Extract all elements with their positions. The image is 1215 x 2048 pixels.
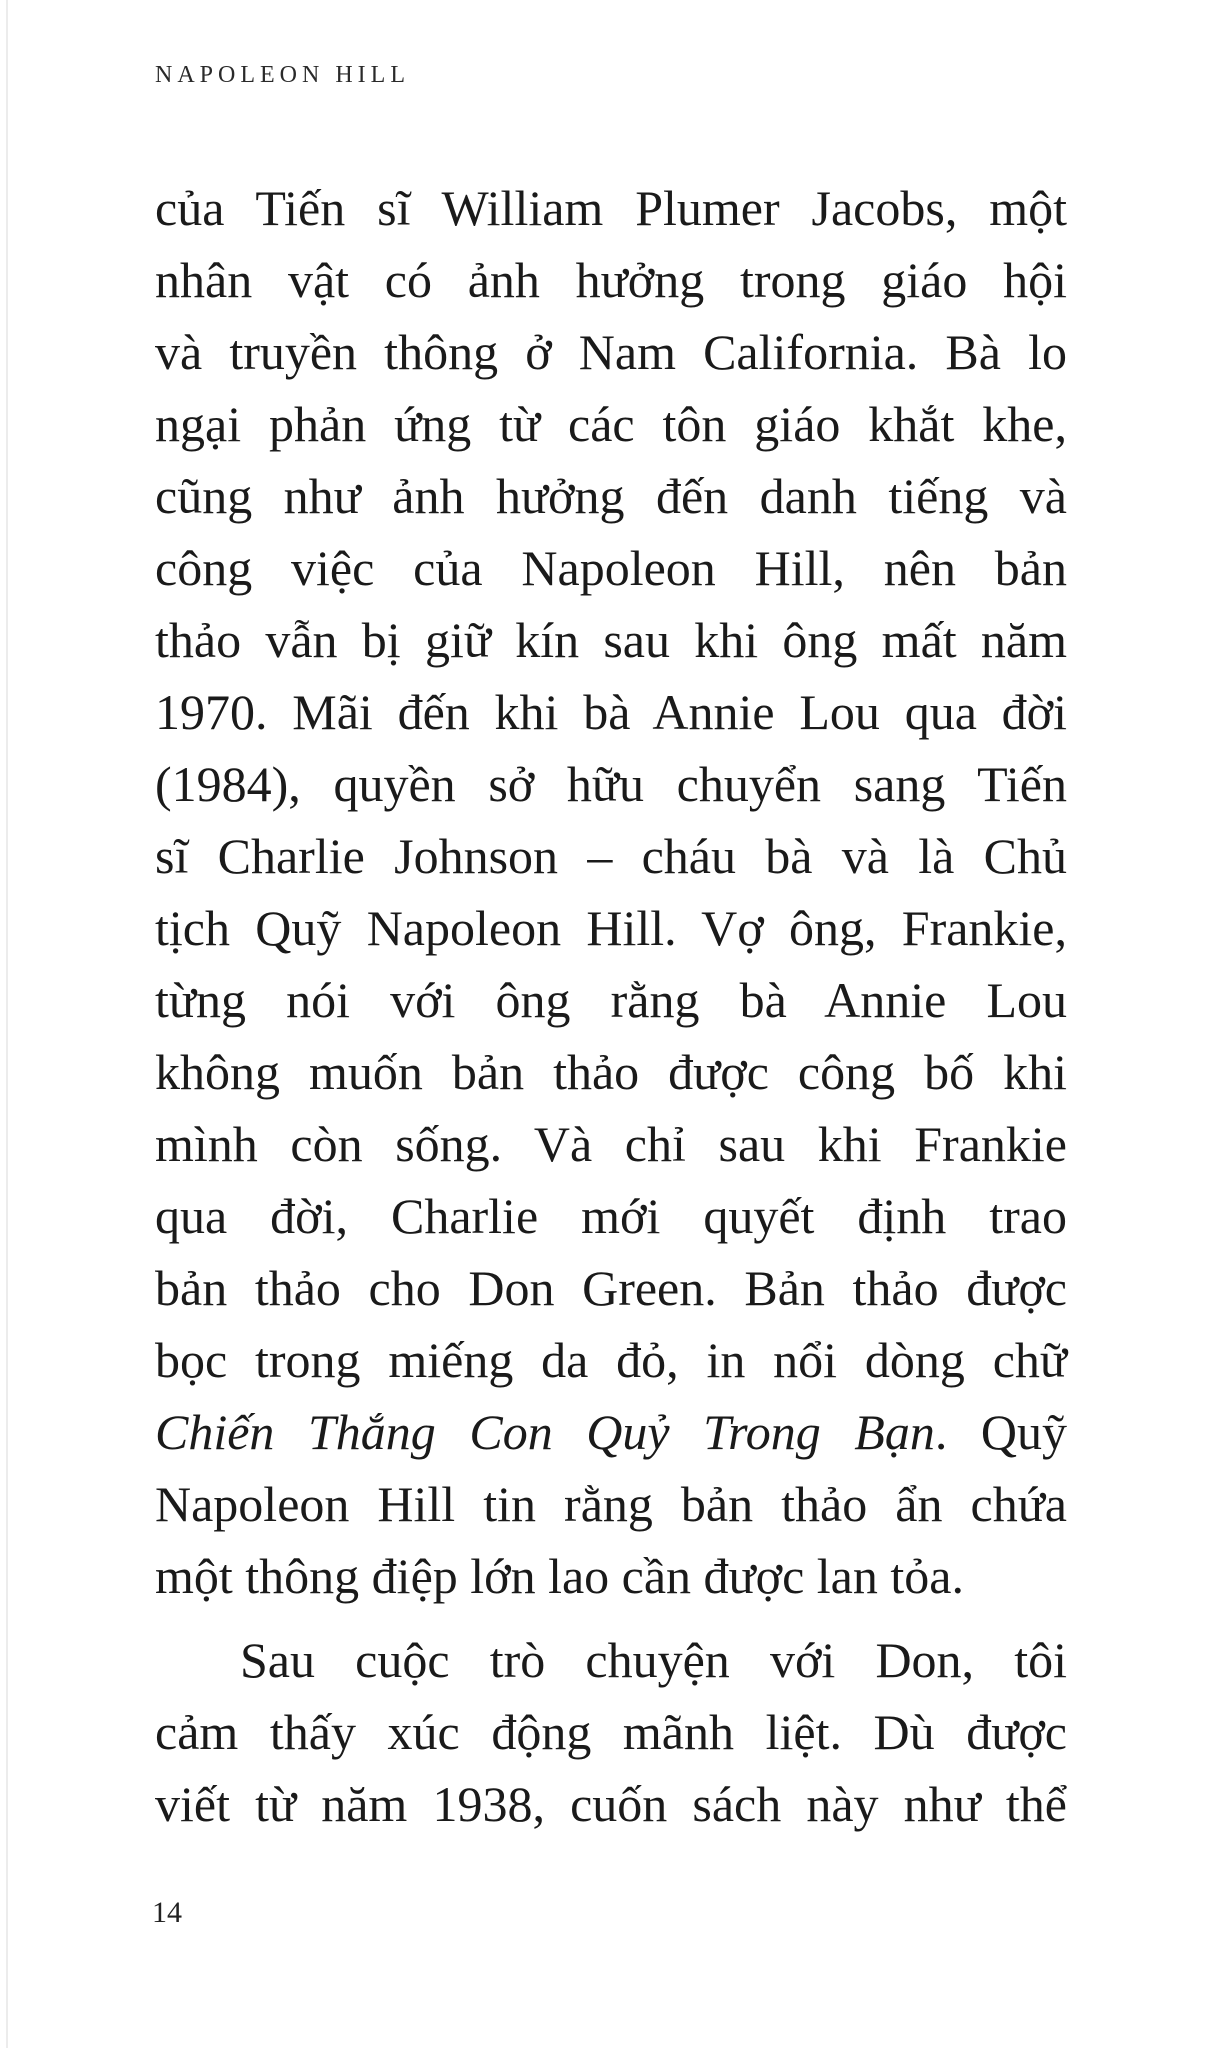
text-line: tịch Quỹ Napoleon Hill. Vợ ông, Frankie,	[155, 900, 1067, 956]
paragraph-2	[155, 1624, 1067, 1840]
text-line: Napoleon Hill tin rằng bản thảo ẩn chứa	[155, 1476, 1067, 1532]
book-title-italic: Chiến Thắng Con Quỷ Trong Bạn	[155, 1404, 935, 1460]
text-line: sĩ Charlie Johnson – cháu bà và là Chủ	[155, 828, 1067, 884]
book-title-trailing-text: . Quỹ	[934, 1404, 1068, 1460]
paragraph-gap	[155, 1612, 1067, 1624]
text-line: thảo vẫn bị giữ kín sau khi ông mất năm	[155, 612, 1067, 668]
text-line: và truyền thông ở Nam California. Bà lo	[155, 324, 1067, 380]
text-line: nhân vật có ảnh hưởng trong giáo hội	[155, 252, 1067, 308]
text-line: bản thảo cho Don Green. Bản thảo được	[155, 1260, 1067, 1316]
text-line: từng nói với ông rằng bà Annie Lou	[155, 972, 1067, 1028]
text-line: không muốn bản thảo được công bố khi	[155, 1044, 1067, 1100]
text-line-last: một thông điệp lớn lao cần được lan tỏa.	[155, 1548, 964, 1604]
text-line: bọc trong miếng da đỏ, in nổi dòng chữ	[155, 1332, 1067, 1388]
text-line: cảm thấy xúc động mãnh liệt. Dù được	[155, 1704, 1067, 1760]
text-line-first-indented: Sau cuộc trò chuyện với Don, tôi	[240, 1632, 1067, 1688]
page-number: 14	[152, 1896, 182, 1929]
text-line: ngại phản ứng từ các tôn giáo khắt khe,	[155, 396, 1067, 452]
text-line: mình còn sống. Và chỉ sau khi Frankie	[155, 1116, 1067, 1172]
body-text	[155, 172, 1067, 1840]
text-line: qua đời, Charlie mới quyết định trao	[155, 1188, 1067, 1244]
text-line: (1984), quyền sở hữu chuyển sang Tiến	[155, 756, 1067, 812]
paragraph-1	[155, 172, 1067, 1612]
page-edge	[6, 0, 8, 2048]
text-line: viết từ năm 1938, cuốn sách này như thể	[155, 1776, 1067, 1832]
text-line: công việc của Napoleon Hill, nên bản	[155, 540, 1067, 596]
text-line: của Tiến sĩ William Plumer Jacobs, một	[155, 180, 1067, 236]
text-line-book-title	[155, 1396, 1067, 1468]
text-line: cũng như ảnh hưởng đến danh tiếng và	[155, 468, 1067, 524]
running-header: NAPOLEON HILL	[155, 62, 410, 88]
text-line: 1970. Mãi đến khi bà Annie Lou qua đời	[155, 684, 1067, 740]
